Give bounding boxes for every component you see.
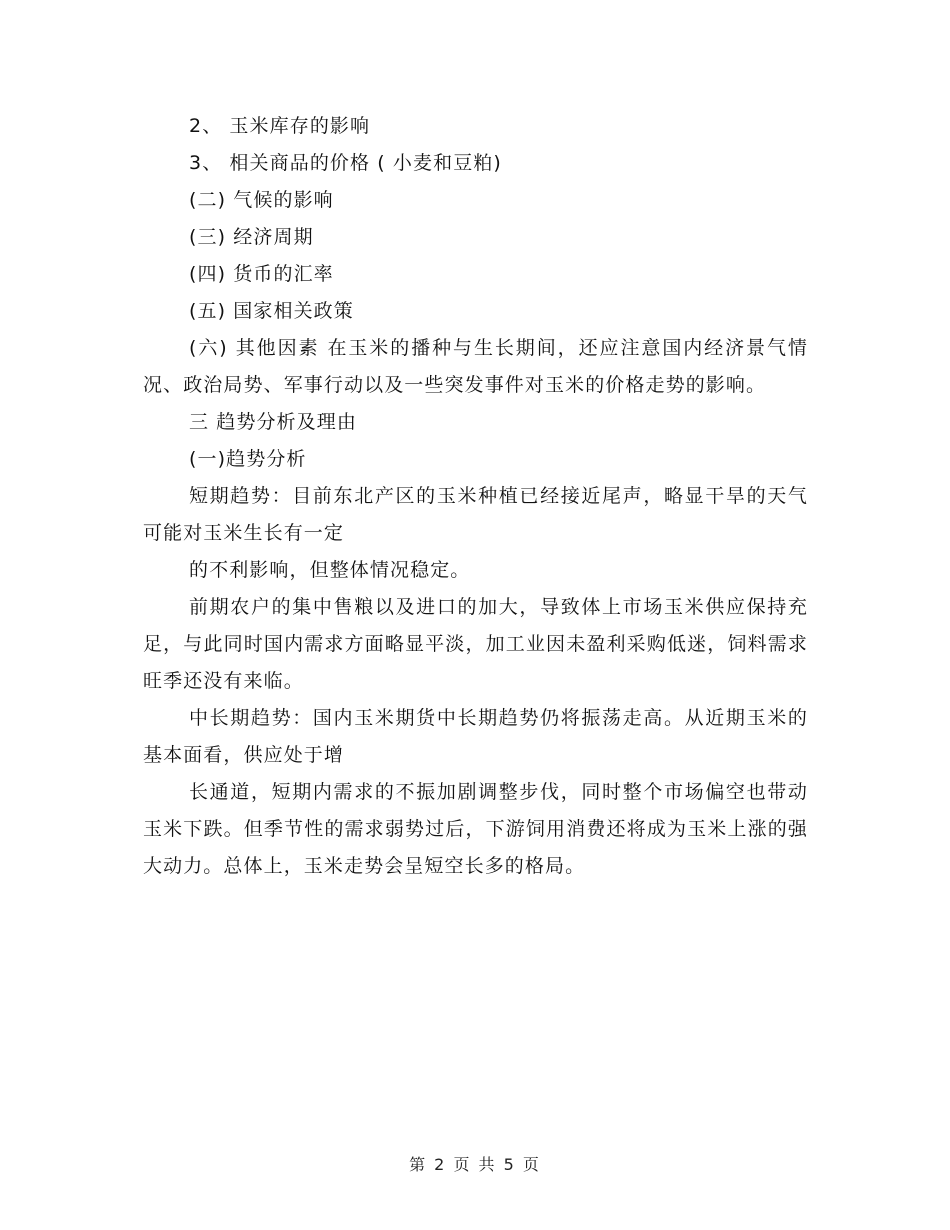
list-item-related-prices: 3、 相关商品的价格 ( 小麦和豆粕)	[189, 152, 502, 174]
paragraph-short-term-trend: 短期趋势：目前东北产区的玉米种植已经接近尾声，略显干旱的天气可能对玉米生长有一定	[143, 485, 808, 544]
document-body	[143, 108, 808, 885]
list-item-economic-cycle: (三) 经济周期	[189, 226, 314, 248]
subsection-heading-trend: (一)趋势分析	[189, 448, 307, 470]
paragraph-other-factors: (六) 其他因素 在玉米的播种与生长期间，还应注意国内经济景气情况、政治局势、军事行动以及一些突发事件对玉米的价格走势的影响。	[143, 337, 808, 396]
list-item-corn-inventory: 2、 玉米库存的影响	[189, 115, 371, 137]
section-heading-trend-analysis: 三 趋势分析及理由	[189, 411, 357, 433]
paragraph-mid-long-term-continued: 长通道，短期内需求的不振加剧调整步伐，同时整个市场偏空也带动玉米下跌。但季节性的需求弱势过后，下游饲用消费还将成为玉米上涨的强大动力。总体上，玉米走势会呈短空长多的格局。	[143, 781, 808, 877]
page-number-footer: 第 2 页 共 5 页	[409, 1155, 541, 1174]
paragraph-supply-demand: 前期农户的集中售粮以及进口的加大，导致体上市场玉米供应保持充足，与此同时国内需求方面略显平淡，加工业因未盈利采购低迷，饲料需求旺季还没有来临。	[143, 596, 808, 692]
list-item-climate: (二) 气候的影响	[189, 189, 334, 211]
list-item-national-policy: (五) 国家相关政策	[189, 300, 354, 322]
list-item-exchange-rate: (四) 货币的汇率	[189, 263, 334, 285]
paragraph-mid-long-term-trend: 中长期趋势：国内玉米期货中长期趋势仍将振荡走高。从近期玉米的基本面看，供应处于增	[143, 707, 808, 766]
paragraph-short-term-continued: 的不利影响，但整体情况稳定。	[189, 559, 471, 581]
